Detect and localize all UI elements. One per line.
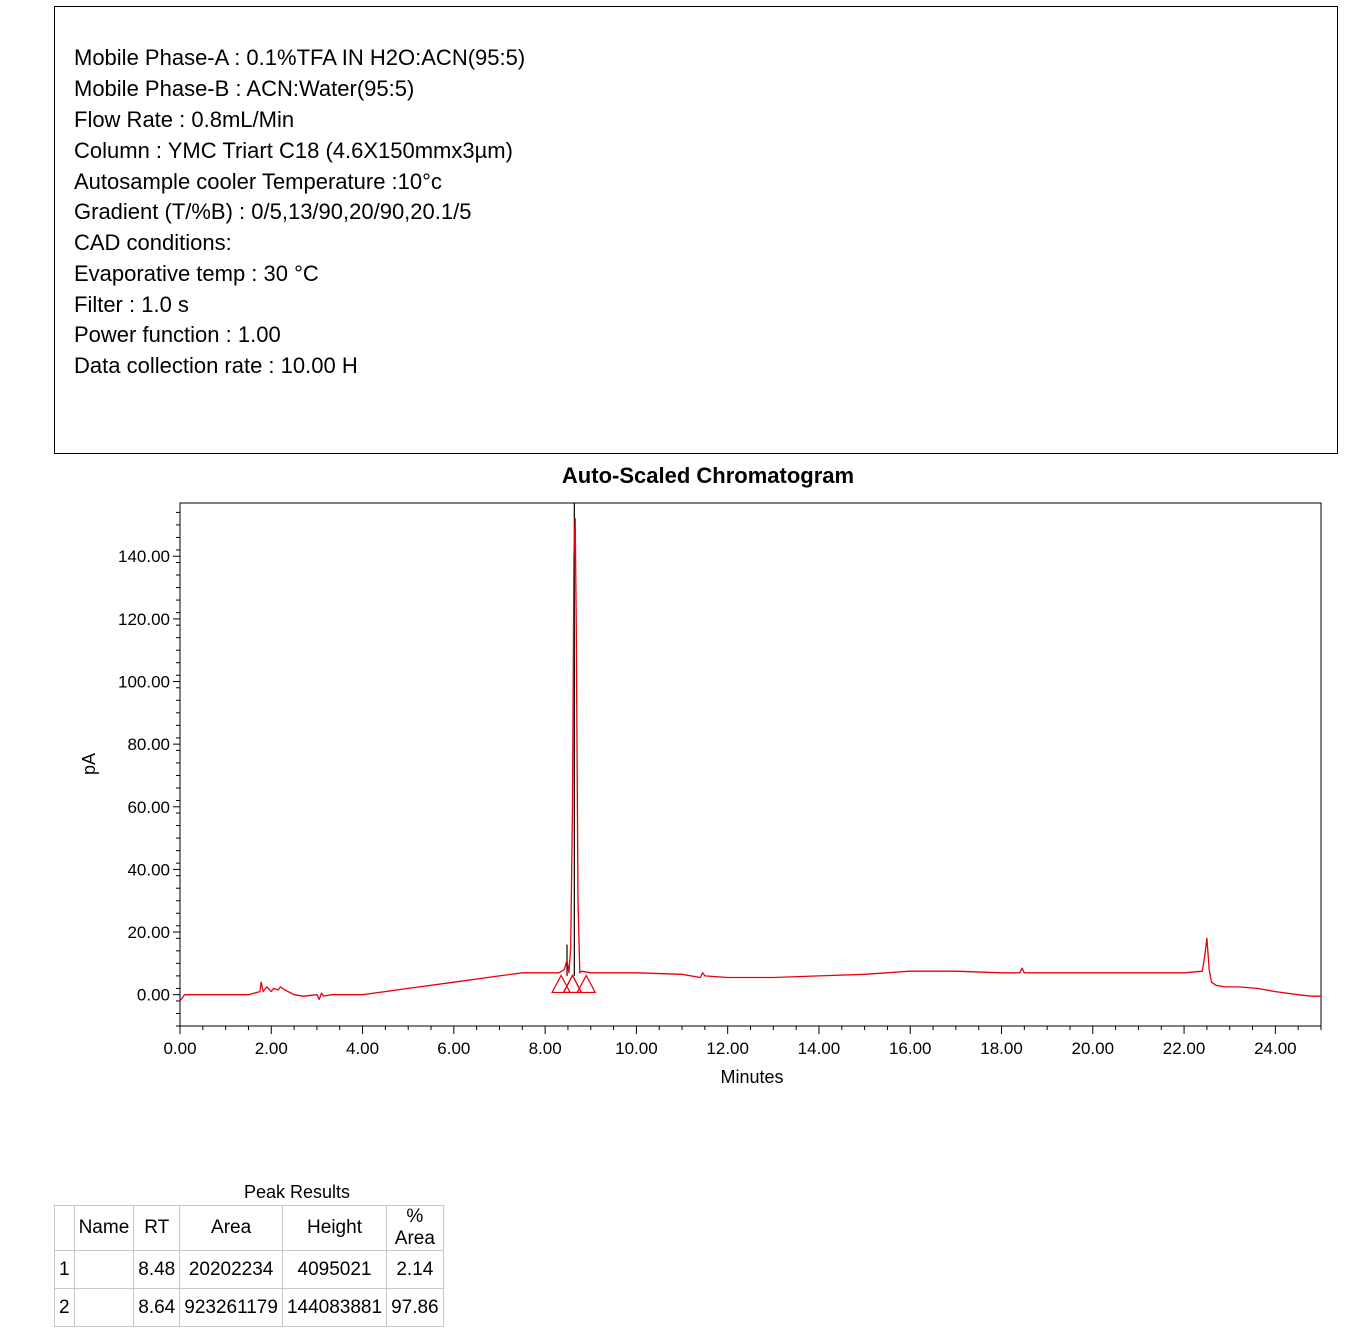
y-axis-label: pA <box>79 752 99 776</box>
chart-title: Auto-Scaled Chromatogram <box>561 463 855 488</box>
condition-mobile-phase-b: Mobile Phase-B : ACN:Water(95:5) <box>74 76 415 101</box>
x-tick-label: 20.00 <box>1071 1039 1115 1058</box>
x-tick-label: 12.00 <box>706 1039 749 1058</box>
minor-ticks <box>176 512 1321 1030</box>
header-height: Height <box>282 1206 386 1251</box>
x-tick-label: 16.00 <box>888 1039 932 1058</box>
series-layer <box>180 519 1321 1001</box>
x-axis <box>163 1026 1296 1058</box>
y-tick-label: 80.00 <box>127 735 170 755</box>
header-name: Name <box>74 1206 134 1251</box>
row-index: 1 <box>55 1251 75 1289</box>
series-line-chromatogram <box>180 519 1321 1001</box>
condition-evap-temp: Evaporative temp : 30 °C <box>74 261 319 286</box>
y-axis <box>118 547 180 1004</box>
table-header-row <box>55 1206 444 1251</box>
y-tick-label: 140.00 <box>118 547 170 567</box>
x-axis-label: Minutes <box>720 1067 784 1087</box>
row-name <box>74 1289 134 1327</box>
row-area: 923261179 <box>180 1289 283 1327</box>
peak-results-caption: Peak Results <box>243 1182 351 1202</box>
y-tick-label: 120.00 <box>118 609 170 629</box>
condition-mobile-phase-a: Mobile Phase-A : 0.1%TFA IN H2O:ACN(95:5) <box>74 45 526 70</box>
condition-cooler-temp: Autosample cooler Temperature :10°c <box>74 169 442 194</box>
row-percent-area: 2.14 <box>387 1251 444 1289</box>
x-tick-label: 24.00 <box>1254 1039 1297 1058</box>
x-tick-label: 0.00 <box>163 1039 197 1058</box>
table-row <box>55 1251 444 1289</box>
x-tick-label: 14.00 <box>797 1039 841 1058</box>
condition-gradient: Gradient (T/%B) : 0/5,13/90,20/90,20.1/5 <box>74 199 472 224</box>
x-tick-label: 8.00 <box>528 1039 562 1058</box>
condition-flow-rate: Flow Rate : 0.8mL/Min <box>74 107 295 132</box>
y-tick-label: 60.00 <box>127 797 170 817</box>
plot-area <box>180 503 1321 1026</box>
y-tick-label: 0.00 <box>136 985 170 1005</box>
condition-cad-header: CAD conditions: <box>74 230 232 255</box>
condition-data-rate: Data collection rate : 10.00 H <box>74 353 358 378</box>
peak-results-table <box>54 1205 444 1327</box>
row-height: 4095021 <box>282 1251 386 1289</box>
x-tick-label: 18.00 <box>980 1039 1023 1058</box>
condition-power-function: Power function : 1.00 <box>74 322 281 347</box>
row-rt: 8.48 <box>134 1251 180 1289</box>
y-tick-label: 100.00 <box>118 672 170 692</box>
y-tick-label: 40.00 <box>127 860 170 880</box>
header-rt: RT <box>134 1206 180 1251</box>
header-percent-area: % Area <box>387 1206 444 1251</box>
header-index <box>55 1206 75 1251</box>
condition-filter: Filter : 1.0 s <box>74 292 189 317</box>
row-name <box>74 1251 134 1289</box>
peak-markers <box>552 975 595 992</box>
y-tick-label: 20.00 <box>127 923 170 943</box>
x-tick-label: 6.00 <box>437 1039 471 1058</box>
x-tick-label: 10.00 <box>615 1039 658 1058</box>
x-tick-label: 2.00 <box>254 1039 288 1058</box>
header-area: Area <box>180 1206 283 1251</box>
table-row <box>55 1289 444 1327</box>
row-percent-area: 97.86 <box>387 1289 444 1327</box>
row-index: 2 <box>55 1289 75 1327</box>
row-area: 20202234 <box>180 1251 283 1289</box>
x-tick-label: 4.00 <box>346 1039 380 1058</box>
row-height: 144083881 <box>282 1289 386 1327</box>
x-tick-label: 22.00 <box>1162 1039 1206 1058</box>
row-rt: 8.64 <box>134 1289 180 1327</box>
condition-column: Column : YMC Triart C18 (4.6X150mmx3µm) <box>74 138 513 163</box>
